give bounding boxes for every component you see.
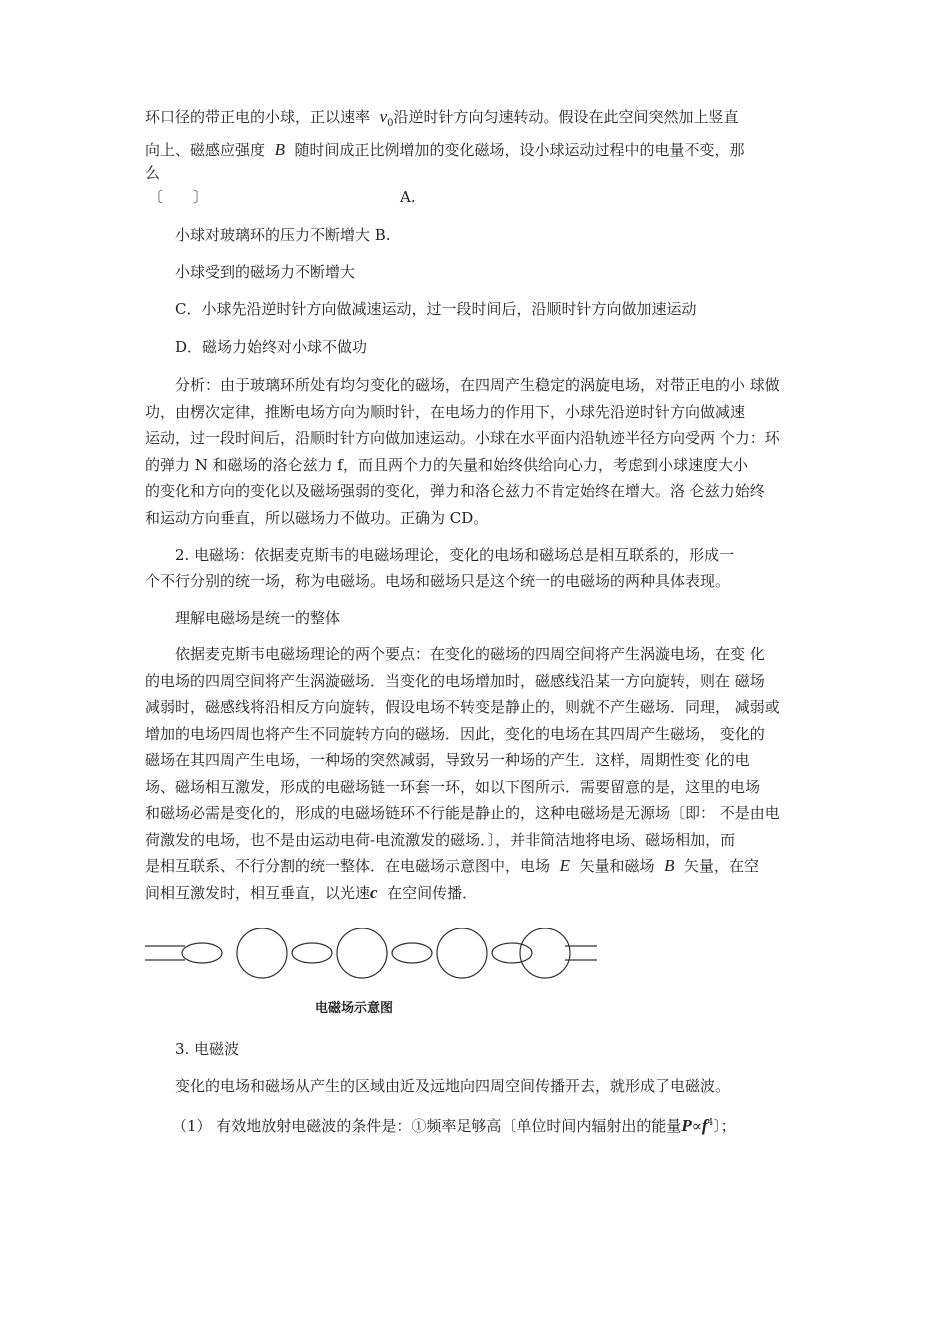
- section-2-intro: [145, 542, 810, 594]
- section-2-line-1: 2. 电磁场：依据麦克斯韦的电磁场理论，变化的电场和磁场总是相互联系的，形成一: [175, 546, 735, 564]
- section-2-line-e-b: 是相互联系、不行分割的统一整体．在电磁场示意图中，电场 E 矢量和磁场 B 矢量，在空: [145, 856, 760, 875]
- p-symbol: P: [681, 1116, 692, 1135]
- option-d: D．磁场力始终对小球不做功: [175, 338, 368, 356]
- chain-link-small: [182, 943, 222, 963]
- exponent-4: 4: [707, 1118, 714, 1128]
- v-subscript: 0: [387, 118, 394, 129]
- analysis-line-1: 分析：由于玻璃环所处有均匀变化的磁场，在四周产生稳定的涡旋电场，对带正电的小 球做: [175, 376, 780, 394]
- intro-line-1: 环口径的带正电的小球，正以速率 $v_0$沿逆时针方向匀速转动。假设在此空间突然加上竖直: [145, 107, 739, 129]
- chain-link-large: [520, 928, 570, 978]
- section-2-line-2: 个不行分别的统一场，称为电磁场。电场和磁场只是这个统一的电磁场的两种具体表现。: [145, 572, 731, 590]
- chain-link-small: [492, 943, 532, 963]
- option-c: C．小球先沿逆时针方向做减速运动，过一段时间后，沿顺时针方向做加速运动: [175, 300, 697, 318]
- section-2-subtitle: 理解电磁场是统一的整体: [175, 609, 341, 627]
- b-symbol-2: B: [664, 856, 675, 875]
- chain-link-large: [237, 928, 287, 978]
- chain-link-large: [437, 928, 487, 978]
- analysis-line-6: 和运动方向垂直，所以磁场力不做功。正确为 CD。: [145, 508, 489, 527]
- option-a-label: A.: [400, 188, 416, 206]
- section-3-line-2: （1） 有效地放射电磁波的条件是：①频率足够高〔单位时间内辐射出的能量$P\propto f^4$〕；: [172, 1116, 736, 1135]
- v-symbol: v: [379, 107, 388, 126]
- chain-link-large: [337, 928, 387, 978]
- section-2-body: 依据麦克斯韦电磁场理论的两个要点：在变化的磁场的四周空间将产生涡漩电场，在变 化 的电场的四周空间将产生涡漩磁场．当变化的电场增加时，磁感线沿某一方向旋转，则在 磁场 减弱时，磁感线将沿相反方向旋转，假设电场不转变是静止的，则就不产生磁场．同理， 减弱或 增加的电场四周也将产生不同旋转方向的磁场．因此，变化的电场在其四周产生磁场， 变化的 磁场在其四周产生电场，一种场的突然减弱，导致另一种场的产生．这样，周期性变 化的电 场、磁场相互激发，形成的电磁场链一环套一环，如以下图所示．需要留意的是，这里的电场 和磁场必需是变化的，形成的电磁场链环不行能是静止的，这种电磁场是无源场〔即： 不是由电 荷激发的电场，也不是由运动电荷-电流激发的磁场．〕，并非简洁地将电场、磁场相加，而 是相互联系、不行分割的统一整体．在电磁场示意图中，电场 E 矢量和磁场 B 矢量，在空 间相互激发时，相互垂直，以光速c 在空间传播．: [145, 641, 810, 906]
- intro-line-3: 么: [145, 164, 161, 182]
- analysis-line-2: 功，由楞次定律，推断电场方向为顺时针，在电场力的作用下，小球先沿逆时针方向做减速: [145, 402, 746, 421]
- intro-paragraph: [145, 104, 810, 183]
- answer-bracket: 〔 〕: [148, 188, 209, 206]
- analysis-paragraph: [145, 372, 810, 531]
- analysis-line-3: 运动，过一段时间后，沿顺时针方向做加速运动。小球在水平面内沿轨迹半径方向受两 个力：环: [145, 429, 780, 447]
- e-symbol: E: [559, 856, 570, 875]
- figure-caption: 电磁场示意图: [315, 1001, 394, 1016]
- section-3-line-1: 变化的电场和磁场从产生的区域由近及远地向四周空间传播开去，就形成了电磁波。: [175, 1077, 731, 1095]
- chain-link-small: [292, 943, 332, 963]
- f-symbol: f: [701, 1116, 708, 1135]
- section-3-heading: 3. 电磁波: [175, 1040, 240, 1058]
- b-symbol: B: [274, 140, 285, 159]
- analysis-line-5: 的变化和方向的变化以及磁场强弱的变化，弹力和洛仑兹力不肯定始终在增大。洛 仑兹力始终: [145, 482, 765, 500]
- section-2-line-c: 间相互激发时，相互垂直，以光速c 在空间传播．: [145, 882, 478, 902]
- intro-line-2: 向上、磁感应强度 B 随时间成正比例增加的变化磁场，设小球运动过程中的电量不变，那: [145, 140, 745, 159]
- analysis-line-4: 的弹力 N 和磁场的洛仑兹力 f，而且两个力的矢量和始终供给向心力，考虑到小球速度大小: [145, 455, 748, 474]
- option-a: 小球对玻璃环的压力不断增大 B.: [175, 226, 391, 244]
- chain-link-small: [392, 943, 432, 963]
- proportional-symbol: ∝: [691, 1117, 702, 1135]
- c-symbol: c: [370, 882, 378, 902]
- option-b: 小球受到的磁场力不断增大: [175, 263, 356, 281]
